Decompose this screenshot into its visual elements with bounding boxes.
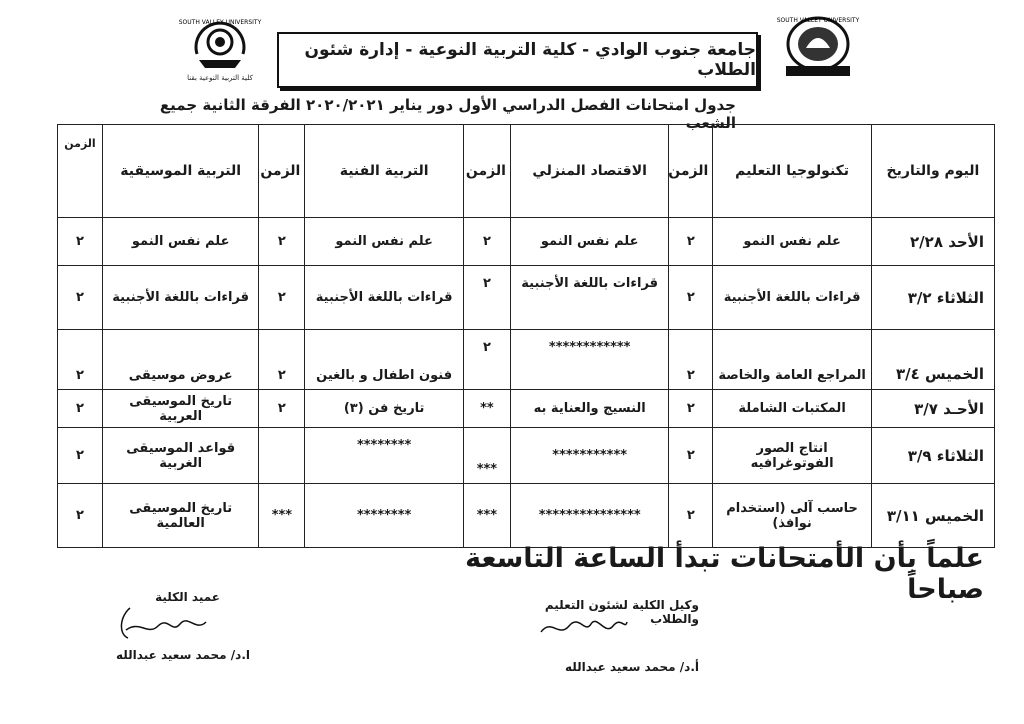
schedule-subtitle: جدول امتحانات الفصل الدراسي الأول دور يناير ٢٠٢٠/٢٠٢١ الفرقة الثانية جميع الشعب xyxy=(159,96,736,132)
cell-subject: تاريخ فن (٣) xyxy=(305,390,464,428)
cell-time: ٢ xyxy=(58,484,103,548)
dean-signature-block xyxy=(70,590,250,662)
cell-subject: فنون اطفال و بالغين xyxy=(305,330,464,390)
cell-time: *** xyxy=(259,484,305,548)
header-day-date: اليوم والتاريخ xyxy=(871,125,994,218)
cell-subject: قراءات باللغة الأجنبية xyxy=(102,266,259,330)
vice-dean-title: وكيل الكلية لشئون التعليم والطلاب xyxy=(544,598,699,626)
cell-subject: علم نفس النمو xyxy=(305,218,464,266)
university-logo xyxy=(778,14,858,80)
cell-time: ٢ xyxy=(669,484,713,548)
cell-subject: تاريخ الموسيقى العالمية xyxy=(102,484,259,548)
logo-right-text: SOUTH VALLEY UNIVERSITY xyxy=(776,17,860,24)
cell-subject: علم نفس النمو xyxy=(510,218,669,266)
cell-subject: *********** xyxy=(510,428,669,484)
table-row xyxy=(58,428,995,484)
cell-time: ٢ xyxy=(259,218,305,266)
table-row xyxy=(58,390,995,428)
cell-day: الخميس ٣/١١ xyxy=(871,484,994,548)
cell-subject: قواعد الموسيقى الغربية xyxy=(102,428,259,484)
cell-time: ٢ xyxy=(669,428,713,484)
cell-day: الثلاثاء ٣/٢ xyxy=(871,266,994,330)
header-time: الزمن xyxy=(463,125,510,218)
cell-time: ٢ xyxy=(259,330,305,390)
cell-time: ٢ xyxy=(669,390,713,428)
cell-time: ٢ xyxy=(669,330,713,390)
cell-subject: المكتبات الشاملة xyxy=(713,390,872,428)
university-seal-icon xyxy=(778,14,858,80)
cell-subject: عروض موسيقى xyxy=(102,330,259,390)
header-time: الزمن xyxy=(259,125,305,218)
cell-time: ٢ xyxy=(58,266,103,330)
cell-subject: النسيج والعناية به xyxy=(510,390,669,428)
cell-time: *** xyxy=(463,428,510,484)
logo-left-text: SOUTH VALLEY UNIVERSITY xyxy=(178,19,262,26)
header-time: الزمن xyxy=(669,125,713,218)
cell-subject: علم نفس النمو xyxy=(102,218,259,266)
cell-subject: علم نفس النمو xyxy=(713,218,872,266)
table-row xyxy=(58,484,995,548)
header-time: الزمن xyxy=(58,125,103,218)
exam-schedule-table xyxy=(57,124,995,548)
vice-dean-name: أ.د/ محمد سعيد عبدالله xyxy=(564,660,699,674)
cell-time: ٢ xyxy=(58,218,103,266)
cell-day: الثلاثاء ٣/٩ xyxy=(871,428,994,484)
cell-subject: قراءات باللغة الأجنبية xyxy=(510,266,669,330)
header-home-economics: الاقتصاد المنزلي xyxy=(510,125,669,218)
cell-subject: انتاج الصور الفوتوغرافيه xyxy=(713,428,872,484)
cell-time: ٢ xyxy=(58,390,103,428)
cell-subject: حاسب آلى (استخدام نوافذ) xyxy=(713,484,872,548)
signature-scribble-icon xyxy=(100,604,210,644)
cell-time: ٢ xyxy=(463,266,510,330)
table-row xyxy=(58,330,995,390)
cell-subject: المراجع العامة والخاصة xyxy=(713,330,872,390)
signature-scribble-icon xyxy=(539,614,629,640)
table-row xyxy=(58,218,995,266)
exam-start-notice: علماً بأن الأمتحانات تبدأ الساعة التاسعة صباحاً xyxy=(465,543,984,605)
cell-day: الأحـد ٣/٧ xyxy=(871,390,994,428)
cell-day: الأحد ٢/٢٨ xyxy=(871,218,994,266)
logo-left-caption: كلية التربية النوعية بقنا xyxy=(187,74,253,82)
cell-day: الخميس ٣/٤ xyxy=(871,330,994,390)
vice-dean-signature-block xyxy=(499,598,699,674)
cell-time: ٢ xyxy=(259,266,305,330)
header-educational-technology: تكنولوجيا التعليم xyxy=(713,125,872,218)
cell-time: ٢ xyxy=(259,390,305,428)
cell-subject: قراءات باللغة الأجنبية xyxy=(713,266,872,330)
faculty-logo-icon xyxy=(178,14,262,76)
cell-time: ٢ xyxy=(58,428,103,484)
faculty-logo xyxy=(178,14,262,84)
cell-subject: قراءات باللغة الأجنبية xyxy=(305,266,464,330)
header-music-education: التربية الموسيقية xyxy=(102,125,259,218)
dean-title: عميد الكلية xyxy=(155,590,220,604)
cell-time: ٢ xyxy=(463,218,510,266)
cell-subject: ******** xyxy=(305,484,464,548)
cell-time: ٢ xyxy=(669,266,713,330)
dean-name: ا.د/ محمد سعيد عبدالله xyxy=(115,648,250,662)
table-header-row xyxy=(58,125,995,218)
cell-subject: *************** xyxy=(510,484,669,548)
cell-time: *** xyxy=(463,484,510,548)
cell-time xyxy=(259,428,305,484)
cell-time: ** xyxy=(463,390,510,428)
table-row xyxy=(58,266,995,330)
cell-time: ٢ xyxy=(58,330,103,390)
header-art-education: التربية الفنية xyxy=(305,125,464,218)
cell-subject: ******** xyxy=(305,428,464,484)
cell-subject: تاريخ الموسيقى العربية xyxy=(102,390,259,428)
cell-time: ٢ xyxy=(669,218,713,266)
page-title: جامعة جنوب الوادي - كلية التربية النوعية - إدارة شئون الطلاب xyxy=(277,32,758,88)
cell-time: ٢ xyxy=(463,330,510,390)
cell-subject: ************ xyxy=(510,330,669,390)
